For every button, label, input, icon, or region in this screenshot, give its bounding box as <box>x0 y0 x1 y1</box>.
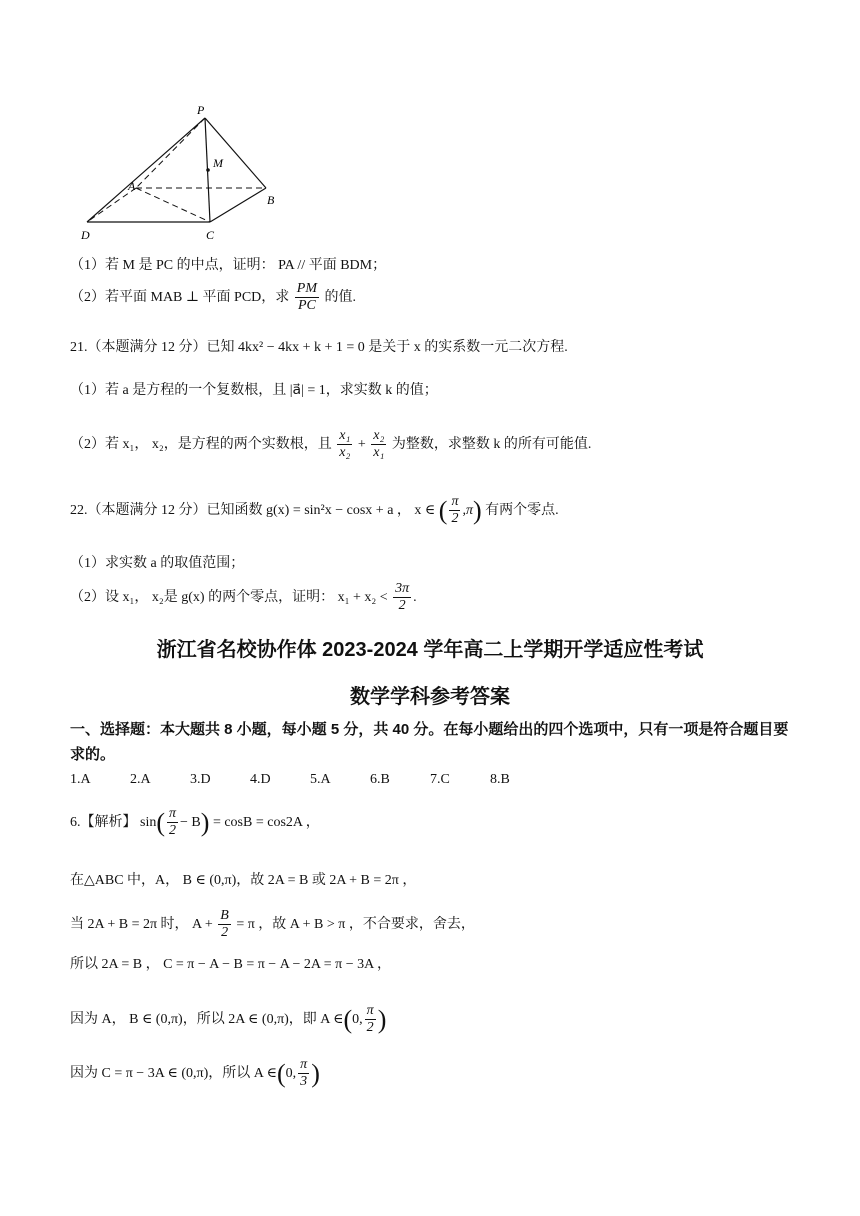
q21-part2-suffix: 为整数，求整数 k 的所有可能值. <box>391 436 592 452</box>
fraction-numerator: B <box>218 908 231 925</box>
q22-part2-suffix: . <box>413 589 417 605</box>
solution6-l1-mid: − B <box>180 814 201 830</box>
solution6-l1-suffix: = cosB = cos2A ， <box>212 814 320 830</box>
answer-item: 8.B <box>490 772 510 787</box>
q22-part2 <box>70 581 417 614</box>
edge-cb <box>210 188 266 222</box>
answer-item: 4.D <box>250 772 271 787</box>
answer-title: 浙江省名校协作体 2023-2024 学年高二上学期开学适应性考试 <box>156 639 704 661</box>
fraction-numerator: x₂ <box>371 428 386 445</box>
answer-item: 7.C <box>430 772 450 787</box>
answer-item: 3.D <box>190 772 211 787</box>
q21-part2 <box>70 428 591 461</box>
q21-part1: （1）若 a 是方程的一个复数根，且 |a⃗| = 1，求实数 k 的值； <box>70 383 438 398</box>
label-m: M <box>213 156 223 170</box>
q22-stem-prefix: 22.（本题满分 12 分）已知函数 g(x) = sin²x − cosx + a ， x ∈ <box>70 502 436 518</box>
q22-stem <box>70 494 559 527</box>
label-d: D <box>81 228 90 242</box>
answer-item: 2.A <box>130 772 151 787</box>
edge-pa <box>136 118 205 188</box>
answer-subtitle: 数学学科参考答案 <box>350 686 510 708</box>
interval-zero: 0, <box>285 1065 297 1081</box>
fraction-denominator: x₁ <box>373 445 385 461</box>
solution6-l6-prefix: 因为 C = π − 3A ∈ (0,π)，所以 A ∈ <box>70 1065 277 1081</box>
fraction-pm-pc <box>295 281 319 314</box>
q20-part2-prefix: （2）若平面 MAB ⊥ 平面 PCD，求 <box>70 289 290 305</box>
answer-item: 1.A <box>70 772 91 787</box>
solution6-l1-prefix: 6.【解析】 sin <box>70 814 157 830</box>
q21-part2-prefix: （2）若 x₁， x₂，是方程的两个实数根，且 <box>70 436 332 452</box>
solution6-line1 <box>70 806 320 839</box>
fraction-denominator: PC <box>297 298 316 314</box>
plus-sign: + <box>357 436 366 452</box>
fraction-denominator: x₂ <box>339 445 351 461</box>
left-paren: ( <box>156 808 166 837</box>
solution6-line5 <box>70 1003 386 1036</box>
edge-pd <box>87 118 205 222</box>
fraction-b-2 <box>218 908 231 941</box>
interval-zero: 0, <box>352 1011 363 1027</box>
section1-heading: 一、选择题：本大题共 8 小题，每小题 5 分，共 40 分。在每小题给出的四个选项中，只有一项是符合题目要求的。 <box>70 721 789 763</box>
fraction-denominator: 2 <box>169 823 177 839</box>
solution6-line2: 在△ABC 中，A， B ∈ (0,π)，故 2A = B 或 2A + B = 2π ， <box>70 873 417 888</box>
solution6-l5-prefix: 因为 A， B ∈ (0,π)，所以 2A ∈ (0,π)，即 A ∈ <box>70 1011 344 1027</box>
fraction-denominator: 3 <box>300 1074 308 1090</box>
fraction-numerator: 3π <box>393 581 411 598</box>
fraction-denominator: 2 <box>398 598 406 614</box>
answer-list <box>70 772 550 789</box>
point-m <box>206 168 210 172</box>
right-paren: ) <box>311 1059 320 1088</box>
fraction-x2-x1 <box>371 428 386 461</box>
fraction-numerator: PM <box>295 281 319 298</box>
edge-pb <box>205 118 266 188</box>
solution6-l3-suffix: = π ，故 A + B > π ，不合要求，舍去， <box>236 916 475 932</box>
fraction-numerator: π <box>167 806 178 823</box>
right-paren: ) <box>473 496 482 525</box>
fraction-denominator: 2 <box>366 1020 374 1036</box>
answer-item: 6.B <box>370 772 390 787</box>
fraction-denominator: 2 <box>221 925 229 941</box>
fraction-numerator: π <box>365 1003 376 1020</box>
q21-stem: 21.（本题满分 12 分）已知 4kx² − 4kx + k + 1 = 0 是关于 x 的实系数一元二次方程. <box>70 340 568 355</box>
fraction-x1-x2 <box>337 428 352 461</box>
fraction-pi-2 <box>449 494 460 527</box>
q20-part1: （1）若 M 是 PC 的中点，证明： PA // 平面 BDM； <box>70 258 387 273</box>
edge-ad <box>87 188 136 222</box>
right-paren: ) <box>377 1005 387 1034</box>
fraction-numerator: π <box>298 1057 309 1074</box>
interval-rest: ,π <box>462 502 473 518</box>
fraction-3pi-2 <box>393 581 411 614</box>
label-c: C <box>206 228 215 242</box>
edge-ac <box>136 188 210 222</box>
q22-part1: （1）求实数 a 的取值范围； <box>70 556 245 571</box>
fraction-numerator: x₁ <box>337 428 352 445</box>
solution6-l3-prefix: 当 2A + B = 2π 时， A + <box>70 916 213 932</box>
left-paren: ( <box>343 1005 353 1034</box>
fraction-pi-3 <box>298 1057 309 1090</box>
solution6-line4: 所以 2A = B ， C = π − A − B = π − A − 2A = π − 3A ， <box>70 957 391 972</box>
label-b: B <box>267 193 275 207</box>
solution6-line6 <box>70 1057 320 1090</box>
fraction-pi-2 <box>365 1003 376 1036</box>
solution6-line3 <box>70 908 475 941</box>
q20-part2 <box>70 281 356 314</box>
label-a: A <box>128 179 136 193</box>
pyramid-figure <box>70 98 300 248</box>
left-paren: ( <box>277 1059 286 1088</box>
left-paren: ( <box>438 496 448 525</box>
label-p: P <box>197 103 205 117</box>
fraction-numerator: π <box>449 494 460 511</box>
answer-item: 5.A <box>310 772 331 787</box>
q22-part2-prefix: （2）设 x₁， x₂是 g(x) 的两个零点，证明： x₁ + x₂ < <box>70 589 388 605</box>
fraction-pi-2 <box>167 806 178 839</box>
q20-part2-suffix: 的值. <box>324 289 357 305</box>
q22-stem-suffix: 有两个零点. <box>485 502 559 518</box>
right-paren: ) <box>200 808 210 837</box>
fraction-denominator: 2 <box>451 511 459 527</box>
